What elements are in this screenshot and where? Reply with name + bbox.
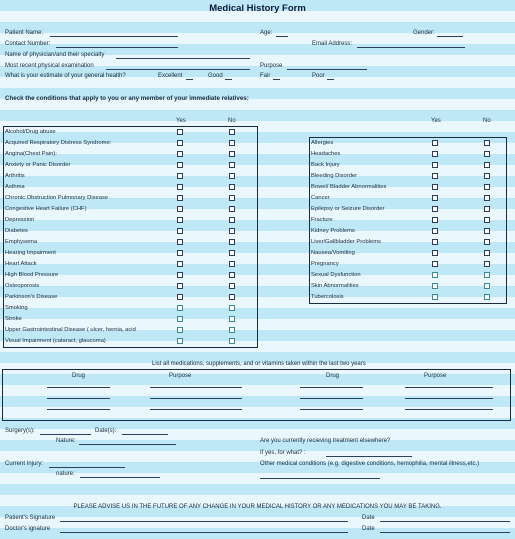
left-condition-label: Alcohol/Drug abuse: [5, 129, 56, 135]
med-col-purpose-2: Purpose: [424, 373, 447, 379]
health-excellent-field[interactable]: [186, 79, 193, 80]
other-conditions-label: Other medical conditions (e.g. digestive conditions, hemophilia, mental illness,etc.): [260, 461, 480, 467]
right-condition-label: Allergies: [311, 140, 334, 146]
right-condition-yes-checkbox[interactable]: [432, 261, 438, 267]
injury-label: Current Injury:: [5, 461, 44, 467]
right-condition-no-checkbox[interactable]: [484, 184, 490, 190]
doctor-signature-label: Doctor's ignature: [5, 526, 51, 532]
health-option-good: Good: [208, 73, 223, 79]
left-condition-yes-checkbox[interactable]: [177, 173, 183, 179]
left-condition-yes-checkbox[interactable]: [177, 239, 183, 245]
right-condition-yes-checkbox[interactable]: [432, 162, 438, 168]
purpose-field[interactable]: [287, 69, 367, 70]
medication-entry-field[interactable]: [47, 387, 110, 388]
left-condition-yes-checkbox[interactable]: [177, 272, 183, 278]
left-condition-no-checkbox[interactable]: [229, 151, 235, 157]
gender-label: Gender:: [413, 30, 435, 36]
left-condition-yes-checkbox[interactable]: [177, 283, 183, 289]
right-condition-no-checkbox[interactable]: [484, 261, 490, 267]
nature-label: Nature:: [56, 438, 76, 444]
left-condition-label: Heart Attack: [5, 261, 37, 267]
physician-field[interactable]: [116, 58, 250, 59]
med-col-drug-1: Drug: [72, 373, 86, 379]
right-condition-no-checkbox[interactable]: [484, 283, 490, 289]
right-condition-label: Fracture: [311, 217, 333, 223]
left-yes-header: Yes: [176, 118, 186, 124]
right-condition-no-checkbox[interactable]: [484, 228, 490, 234]
medication-entry-field[interactable]: [300, 398, 363, 399]
right-condition-yes-checkbox[interactable]: [432, 173, 438, 179]
left-condition-yes-checkbox[interactable]: [177, 151, 183, 157]
left-condition-no-checkbox[interactable]: [229, 217, 235, 223]
left-condition-label: Anxiety or Panic Disorder: [5, 162, 71, 168]
left-condition-no-checkbox[interactable]: [229, 239, 235, 245]
left-condition-no-checkbox[interactable]: [229, 184, 235, 190]
left-condition-no-checkbox[interactable]: [229, 129, 235, 135]
doctor-signature-field[interactable]: [60, 532, 348, 533]
nature2-field[interactable]: [80, 477, 160, 478]
patient-name-label: Patient Name:: [5, 30, 44, 36]
right-condition-label: Kidney Problems: [311, 228, 355, 234]
right-condition-no-checkbox[interactable]: [484, 173, 490, 179]
medication-entry-field[interactable]: [300, 409, 363, 410]
nature-field[interactable]: [79, 444, 176, 445]
patient-date-field[interactable]: [380, 521, 510, 522]
left-condition-label: Chronic Obstruction Pulmonary Disease: [5, 195, 109, 201]
medication-entry-field[interactable]: [300, 387, 363, 388]
left-condition-yes-checkbox[interactable]: [177, 305, 183, 311]
right-condition-label: Back Injury: [311, 162, 340, 168]
right-condition-no-checkbox[interactable]: [484, 239, 490, 245]
left-condition-label: Acquired Respiratory Distress Syndrome:: [5, 140, 112, 146]
right-condition-yes-checkbox[interactable]: [432, 140, 438, 146]
right-condition-no-checkbox[interactable]: [484, 151, 490, 157]
left-condition-yes-checkbox[interactable]: [177, 316, 183, 322]
contact-field[interactable]: [56, 47, 178, 48]
patient-name-field[interactable]: [50, 36, 178, 37]
medication-entry-field[interactable]: [405, 387, 493, 388]
right-condition-label: Pregnancy: [311, 261, 339, 267]
left-condition-label: Visual Impairment (cataract, glaucoma): [5, 338, 106, 344]
health-poor-field[interactable]: [327, 79, 334, 80]
left-condition-yes-checkbox[interactable]: [177, 129, 183, 135]
contact-label: Contact Number:: [5, 41, 51, 47]
left-condition-label: Congestive Heart Failure (CHF): [5, 206, 87, 212]
left-condition-no-checkbox[interactable]: [229, 283, 235, 289]
surgery-field[interactable]: [40, 434, 91, 435]
nature2-label: nature:: [56, 471, 75, 477]
age-label: Age:: [260, 30, 273, 36]
left-condition-yes-checkbox[interactable]: [177, 184, 183, 190]
left-condition-label: Osteoporosis: [5, 283, 40, 289]
right-condition-no-checkbox[interactable]: [484, 250, 490, 256]
med-col-drug-2: Drug: [326, 373, 340, 379]
treatment-question: Are you currently recieving treatment elsewhere?: [260, 438, 391, 444]
left-condition-label: Arthritis: [5, 173, 25, 179]
right-condition-no-checkbox[interactable]: [484, 195, 490, 201]
left-condition-yes-checkbox[interactable]: [177, 261, 183, 267]
right-condition-label: Sexual Dysfunction: [311, 272, 361, 278]
form-title: Medical History Form: [209, 3, 306, 14]
medication-entry-field[interactable]: [47, 409, 110, 410]
patient-signature-label: Patient's Signature: [5, 515, 56, 521]
ifyes-label: If yes, for what? :: [260, 450, 306, 456]
doctor-date-field[interactable]: [380, 532, 510, 533]
gender-field[interactable]: [437, 36, 463, 37]
left-condition-label: Angina(Chest Pain):: [5, 151, 57, 157]
left-condition-no-checkbox[interactable]: [229, 162, 235, 168]
conditions-instruction: Check the conditions that apply to you or any member of your immediate relatives:: [5, 95, 249, 102]
left-condition-yes-checkbox[interactable]: [177, 228, 183, 234]
left-condition-yes-checkbox[interactable]: [177, 206, 183, 212]
right-condition-label: Headaches: [311, 151, 341, 157]
medication-entry-field[interactable]: [150, 409, 242, 410]
email-label: Email Address:: [312, 41, 353, 47]
email-field[interactable]: [357, 47, 465, 48]
right-condition-yes-checkbox[interactable]: [432, 184, 438, 190]
right-condition-label: Tubercolosis: [311, 294, 344, 300]
right-condition-label: Skin Abnormalities: [311, 283, 359, 289]
left-condition-label: Upper Gastrointestinal Disease ( ulcer, hernia, acid: [5, 327, 136, 333]
left-condition-no-checkbox[interactable]: [229, 338, 235, 344]
right-condition-yes-checkbox[interactable]: [432, 272, 438, 278]
health-fair-field[interactable]: [273, 79, 280, 80]
health-option-fair: Fair: [260, 73, 271, 79]
health-option-poor: Poor: [312, 73, 325, 79]
left-condition-yes-checkbox[interactable]: [177, 327, 183, 333]
left-no-header: No: [228, 118, 236, 124]
surgery-date-label: Date(s):: [95, 428, 117, 434]
right-condition-yes-checkbox[interactable]: [432, 206, 438, 212]
left-condition-no-checkbox[interactable]: [229, 294, 235, 300]
left-condition-yes-checkbox[interactable]: [177, 294, 183, 300]
right-condition-label: Liver/Gallbladder Problems: [311, 239, 381, 245]
right-condition-no-checkbox[interactable]: [484, 162, 490, 168]
doctor-date-label: Date: [362, 526, 375, 532]
right-condition-label: Cancer: [311, 195, 330, 201]
left-condition-no-checkbox[interactable]: [229, 173, 235, 179]
left-condition-no-checkbox[interactable]: [229, 272, 235, 278]
right-condition-no-checkbox[interactable]: [484, 272, 490, 278]
exam-label: Most recent physical examination: [5, 63, 94, 69]
left-condition-label: Smoking: [5, 305, 28, 311]
patient-signature-field[interactable]: [60, 521, 348, 522]
surgery-date-field[interactable]: [122, 434, 168, 435]
injury-field[interactable]: [49, 467, 125, 468]
left-conditions-box: [3, 126, 258, 348]
left-condition-no-checkbox[interactable]: [229, 206, 235, 212]
health-good-field[interactable]: [225, 79, 232, 80]
left-condition-label: Hearing Impairment: [5, 250, 56, 256]
left-condition-no-checkbox[interactable]: [229, 228, 235, 234]
left-condition-no-checkbox[interactable]: [229, 327, 235, 333]
health-question: What is your estimate of your general health?: [5, 73, 126, 79]
left-condition-label: High Blood Pressure: [5, 272, 59, 278]
left-condition-yes-checkbox[interactable]: [177, 217, 183, 223]
right-condition-yes-checkbox[interactable]: [432, 228, 438, 234]
left-condition-label: Emphysema: [5, 239, 38, 245]
patient-date-label: Date: [362, 515, 375, 521]
left-condition-no-checkbox[interactable]: [229, 195, 235, 201]
right-condition-yes-checkbox[interactable]: [432, 195, 438, 201]
right-condition-yes-checkbox[interactable]: [432, 250, 438, 256]
left-condition-no-checkbox[interactable]: [229, 250, 235, 256]
right-condition-no-checkbox[interactable]: [484, 217, 490, 223]
right-condition-label: Bleeding Disorder: [311, 173, 358, 179]
right-condition-no-checkbox[interactable]: [484, 206, 490, 212]
medication-entry-field[interactable]: [150, 398, 242, 399]
right-condition-label: Nausea/Vomiting: [311, 250, 355, 256]
right-condition-no-checkbox[interactable]: [484, 140, 490, 146]
left-condition-label: Diabetes: [5, 228, 28, 234]
medication-entry-field[interactable]: [47, 398, 110, 399]
right-no-header: No: [483, 118, 491, 124]
right-condition-label: Bowel/ Bladder Abnormalities: [311, 184, 387, 190]
purpose-label: Purpose: [260, 63, 283, 69]
left-condition-yes-checkbox[interactable]: [177, 338, 183, 344]
left-condition-no-checkbox[interactable]: [229, 140, 235, 146]
left-condition-no-checkbox[interactable]: [229, 305, 235, 311]
medications-instruction: List all medications, supplements, and or vitamins taken within the last two years: [152, 361, 366, 367]
exam-field[interactable]: [106, 69, 250, 70]
medication-entry-field[interactable]: [150, 387, 242, 388]
right-yes-header: Yes: [431, 118, 441, 124]
left-condition-no-checkbox[interactable]: [229, 316, 235, 322]
right-condition-no-checkbox[interactable]: [484, 294, 490, 300]
age-field[interactable]: [276, 36, 288, 37]
left-condition-label: Stroke: [5, 316, 22, 322]
surgery-label: Surgery(s):: [5, 428, 35, 434]
right-condition-yes-checkbox[interactable]: [432, 294, 438, 300]
right-condition-yes-checkbox[interactable]: [432, 217, 438, 223]
medication-entry-field[interactable]: [405, 398, 493, 399]
physician-label: Name of physician/and their specialty: [5, 52, 105, 58]
left-condition-label: Depression: [5, 217, 35, 223]
right-condition-yes-checkbox[interactable]: [432, 151, 438, 157]
left-condition-label: Parkinson's Disease: [5, 294, 58, 300]
left-condition-label: Asthma: [5, 184, 25, 190]
right-condition-yes-checkbox[interactable]: [432, 239, 438, 245]
left-condition-yes-checkbox[interactable]: [177, 140, 183, 146]
right-condition-label: Epilepsy or Seizure Disorder: [311, 206, 385, 212]
left-condition-yes-checkbox[interactable]: [177, 250, 183, 256]
ifyes-field[interactable]: [326, 456, 412, 457]
left-condition-yes-checkbox[interactable]: [177, 195, 183, 201]
left-condition-yes-checkbox[interactable]: [177, 162, 183, 168]
left-condition-no-checkbox[interactable]: [229, 261, 235, 267]
medication-entry-field[interactable]: [405, 409, 493, 410]
med-col-purpose-1: Purpose: [169, 373, 192, 379]
advise-text: PLEASE ADVISE US IN THE FUTURE OF ANY CHANGE IN YOUR MEDICAL HISTORY OR ANY MEDICATIONS YOU MAY BE TAKING.: [73, 504, 442, 510]
health-option-excellent: Excellent: [158, 73, 183, 79]
other-conditions-field[interactable]: [260, 478, 380, 479]
right-condition-yes-checkbox[interactable]: [432, 283, 438, 289]
